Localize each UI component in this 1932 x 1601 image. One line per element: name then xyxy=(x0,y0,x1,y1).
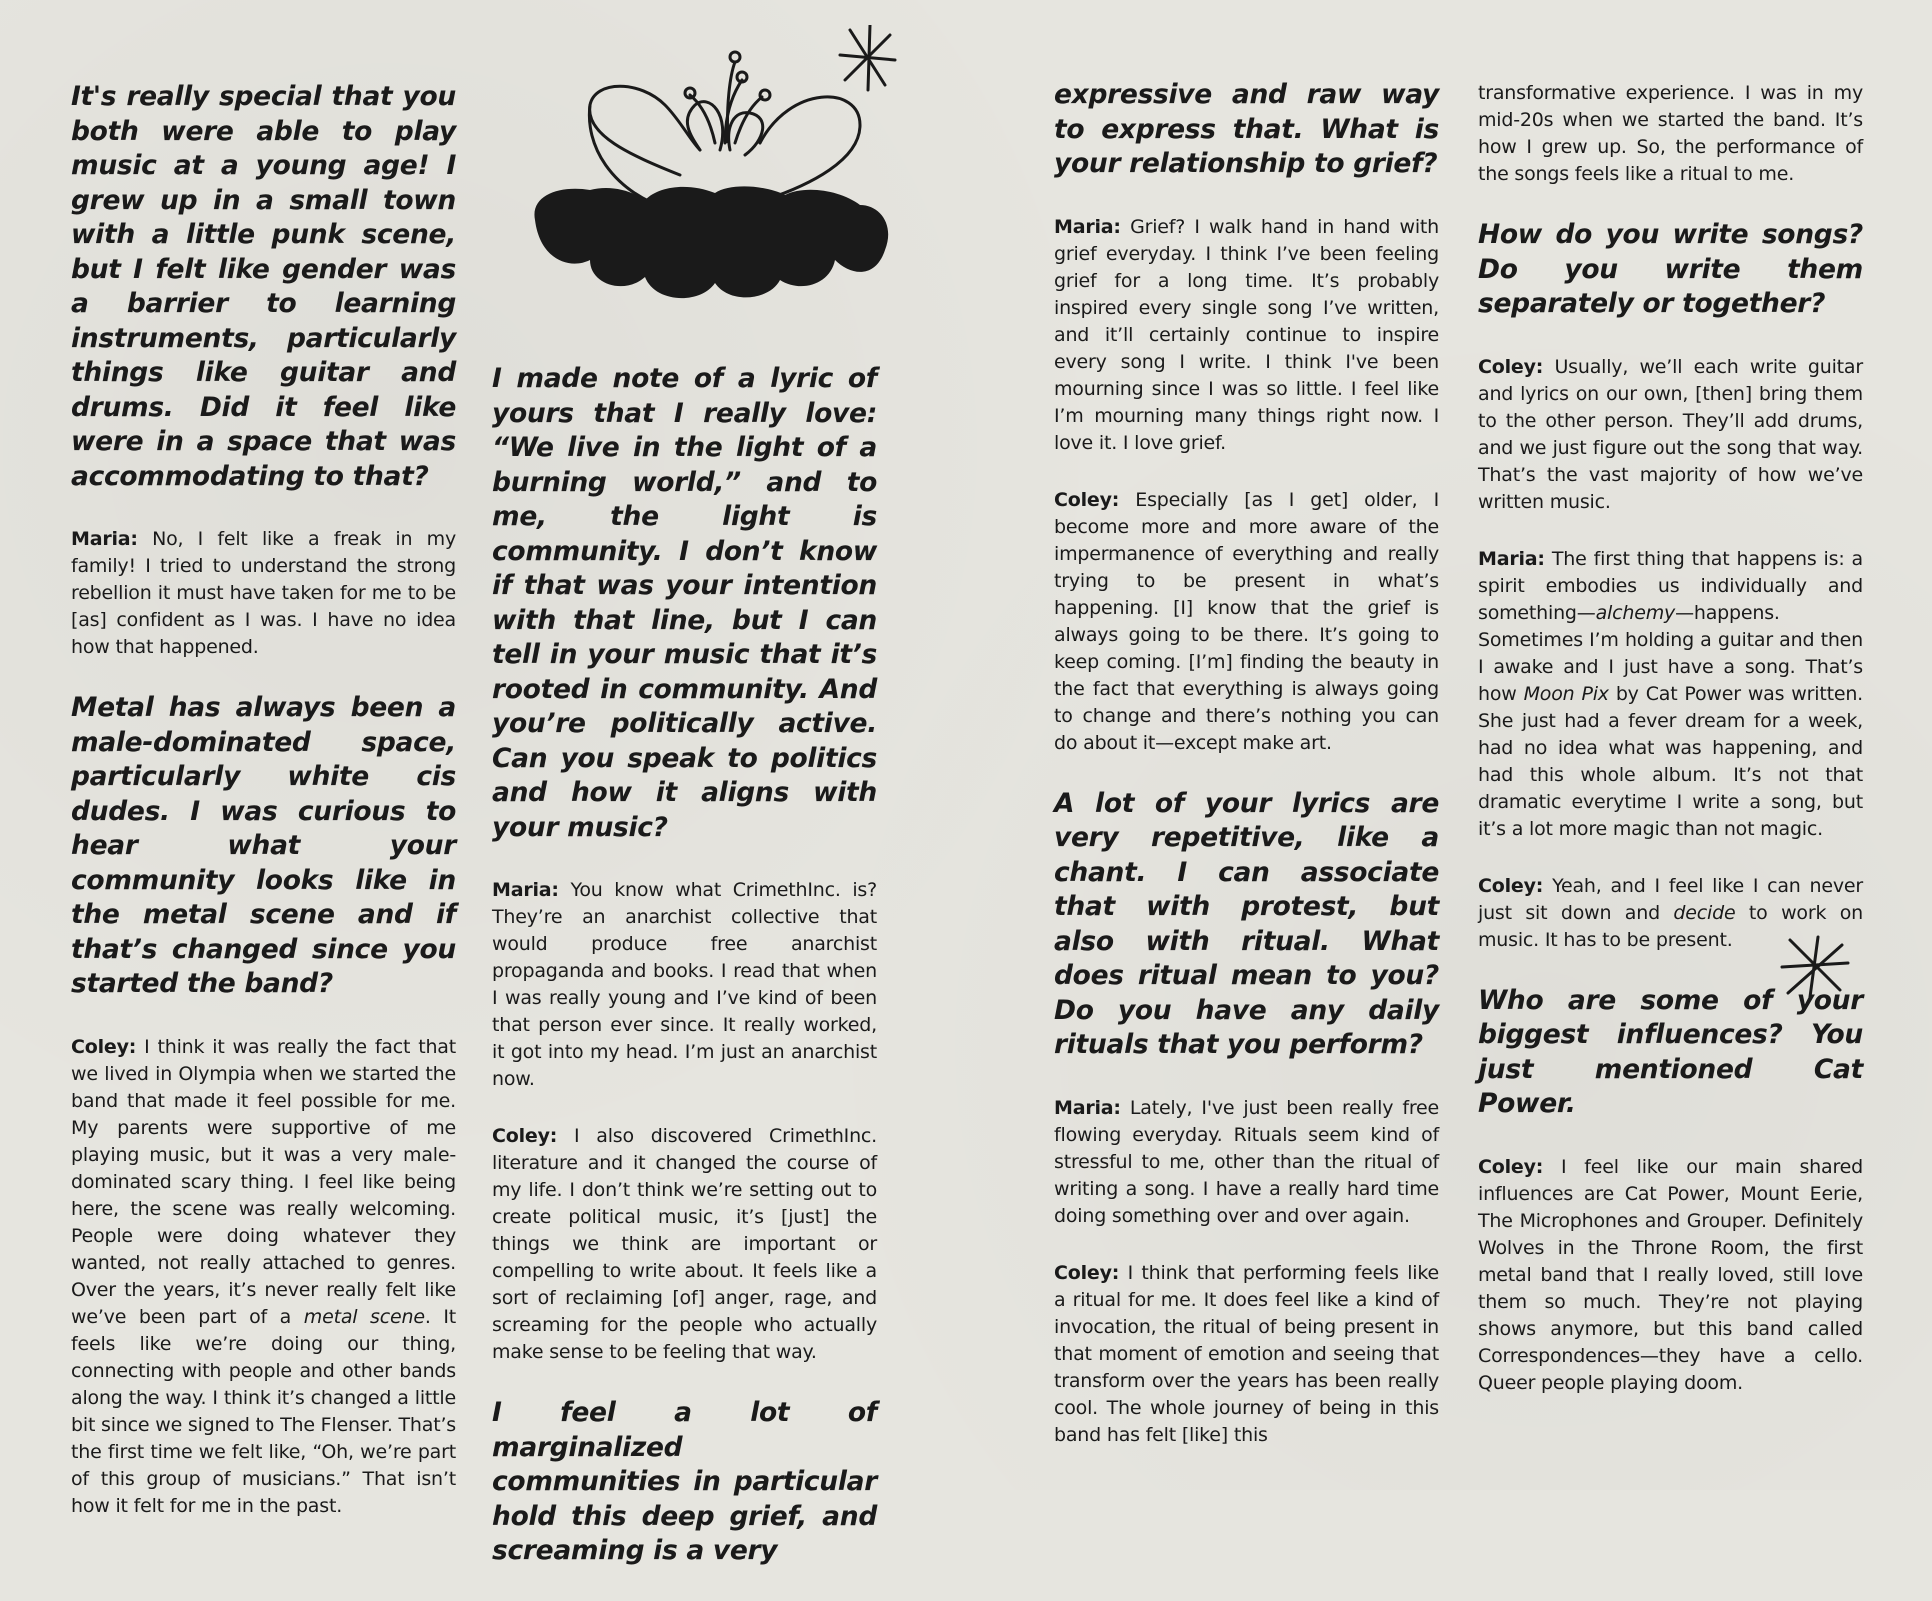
interview-question: Who are some of your biggest influences? You just mentioned Cat Power. xyxy=(1478,984,1863,1119)
answer-text: I think it was really the fact that we lived in Olympia when we started the band that made it feel possible for me. My parents were supportive of me playing music, but it was a very male-dominated scary thing. I feel like being here, the scene was really welcoming. People were doing whatever they wanted, not really attached to genres. Over the years, it’s never really felt like we’ve been part of a xyxy=(71,1035,456,1328)
speaker-name: Coley: xyxy=(1478,874,1544,897)
speaker-name: Maria: xyxy=(71,528,138,550)
interview-answer xyxy=(1478,354,1863,516)
interview-answer xyxy=(1054,214,1439,457)
answer-text: Grief? I walk hand in hand with grief everyday. I think I’ve been feeling grief for a long time. It’s probably inspired every single song I’ve written, and it’ll certainly continue to inspire every song I write. I think I've been mourning since I was so little. I feel like I’m mourning many things right now. I love it. I love grief. xyxy=(1054,215,1439,454)
answer-text: I also discovered CrimethInc. literature and it changed the course of my life. I don’t think we’re setting out to create political music, it’s [just] the things we think are important or compelling to write about. It feels like a sort of reclaiming [of] anger, rage, and screaming for the people who actually make sense to be feeling that way. xyxy=(492,1125,877,1363)
interview-answer xyxy=(1478,1154,1863,1397)
interview-question: Metal has always been a male-dominated space, particularly white cis dudes. I was curious to hear what your community looks like in the metal scene and if that’s changed since you started the band? xyxy=(71,692,456,999)
interview-answer xyxy=(1478,546,1863,843)
answer-text: by Cat Power was written. She just had a fever dream for a week, had no idea what was happening, and had this whole album. It’s not that dramatic everytime I write a song, but it’s a lot more magic than not magic. xyxy=(1478,682,1864,840)
answer-text: . It feels like we’re doing our thing, connecting with people and other bands along the way. I think it’s changed a little bit since we signed to The Flenser. That’s the first time we felt like, “Oh, we’re part of this group of musicians.” That isn’t how it felt for me in the past. xyxy=(71,1305,457,1517)
answer-emphasis: decide xyxy=(1673,901,1736,924)
answer-text: —happens. Sometimes I’m holding a guitar and then I awake and I just have a song. That’s how xyxy=(1478,601,1863,705)
interview-question: I feel a lot of marginalized communities in particular hold this deep grief, and screaming is a very xyxy=(492,1397,877,1566)
answer-text: I think that performing feels like a ritual for me. It does feel like a kind of invocation, the ritual of being present in that moment of emotion and seeing that transform over the years has been really cool. The whole journey of being in this band has felt [like] this xyxy=(1054,1261,1439,1446)
answer-emphasis: alchemy xyxy=(1595,601,1676,624)
answer-emphasis: metal scene xyxy=(303,1305,425,1328)
column-1 xyxy=(71,80,456,1550)
speaker-name: Coley: xyxy=(1478,355,1544,378)
interview-answer xyxy=(1054,487,1439,757)
interview-question: A lot of your lyrics are very repetitive, like a chant. I can associate that with protest, but also with ritual. What does ritual mean to you? Do you have any daily rituals that you perform? xyxy=(1054,787,1439,1060)
interview-answer xyxy=(492,877,877,1093)
answer-text: Usually, we’ll each write guitar and lyrics on our own, [then] bring them to the other person. They’ll add drums, and we just figure out the song that way. That’s the vast majority of how we’ve written music. xyxy=(1478,355,1863,513)
interview-question: expressive and raw way to express that. What is your relationship to grief? xyxy=(1054,79,1439,179)
answer-text: No, I felt like a freak in my family! I tried to understand the strong rebellion it must have taken for me to be [as] confident as I was. I have no idea how that happened. xyxy=(71,528,456,658)
interview-answer xyxy=(1054,1095,1439,1230)
column-2 xyxy=(492,362,877,1601)
speaker-name: Maria: xyxy=(492,879,559,901)
column-4 xyxy=(1478,80,1863,1427)
answer-text: I feel like our main shared influences are Cat Power, Mount Eerie, The Microphones and Grouper. Definitely Wolves in the Throne Room, the first metal band that I really loved, still love them so much. They’re not playing shows anymore, but this band called Correspondences—they have a cello. Queer people playing doom. xyxy=(1478,1155,1863,1394)
interview-answer xyxy=(492,1123,877,1366)
interview-answer xyxy=(71,526,456,661)
interview-answer xyxy=(1054,1260,1439,1449)
column-3 xyxy=(1054,78,1439,1479)
answer-text: Lately, I've just been really free flowing everyday. Rituals seem kind of stressful to me, other than the ritual of writing a song. I have a really hard time doing something over and over again. xyxy=(1054,1096,1439,1227)
interview-question: How do you write songs? Do you write them separately or together? xyxy=(1478,219,1863,319)
speaker-name: Coley: xyxy=(71,1035,137,1058)
speaker-name: Coley: xyxy=(1478,1155,1544,1178)
answer-text: Yeah, and I feel like I can never just sit down and xyxy=(1478,874,1863,924)
interview-answer xyxy=(1478,873,1863,954)
speaker-name: Coley: xyxy=(492,1125,558,1147)
speaker-name: Maria: xyxy=(1054,215,1121,238)
answer-emphasis: Moon Pix xyxy=(1523,682,1609,705)
answer-text: The first thing that happens is: a spirit embodies us individually and something— xyxy=(1478,547,1863,624)
interview-answer-continued: transformative experience. I was in my mid-20s when we started the band. It’s how I grew up. So, the performance of the songs feels like a ritual to me. xyxy=(1478,82,1863,185)
interview-question: It's really special that you both were able to play music at a young age! I grew up in a small town with a little punk scene, but I felt like gender was a barrier to learning instruments, particularly things like guitar and drums. Did it feel like were in a space that was accommodating to that? xyxy=(71,81,456,492)
flower-illustration-icon xyxy=(530,25,920,310)
interview-answer xyxy=(71,1034,456,1520)
speaker-name: Maria: xyxy=(1054,1096,1121,1119)
answer-text: You know what CrimethInc. is? They’re an anarchist collective that would produce free anarchist propaganda and books. I read that when I was really young and I’ve kind of been that person ever since. It really worked, it got into my head. I’m just an anarchist now. xyxy=(492,879,877,1090)
answer-text: to work on music. It has to be present. xyxy=(1478,901,1863,951)
answer-text: Especially [as I get] older, I become more and more aware of the impermanence of everything and really trying to be present in what’s happening. [I] know that the grief is always going to be there. It’s going to keep coming. [I’m] finding the beauty in the fact that everything is always going to change and there’s nothing you can do about it—except make art. xyxy=(1054,488,1439,754)
interview-question: I made note of a lyric of yours that I really love: “We live in the light of a burning world,” and to me, the light is community. I don’t know if that was your intention with that line, but I can tell in your music that it’s rooted in community. And you’re politically active. Can you speak to politics and how it aligns with your music? xyxy=(492,363,877,843)
speaker-name: Coley: xyxy=(1054,1261,1120,1284)
speaker-name: Maria: xyxy=(1478,547,1545,570)
speaker-name: Coley: xyxy=(1054,488,1120,511)
